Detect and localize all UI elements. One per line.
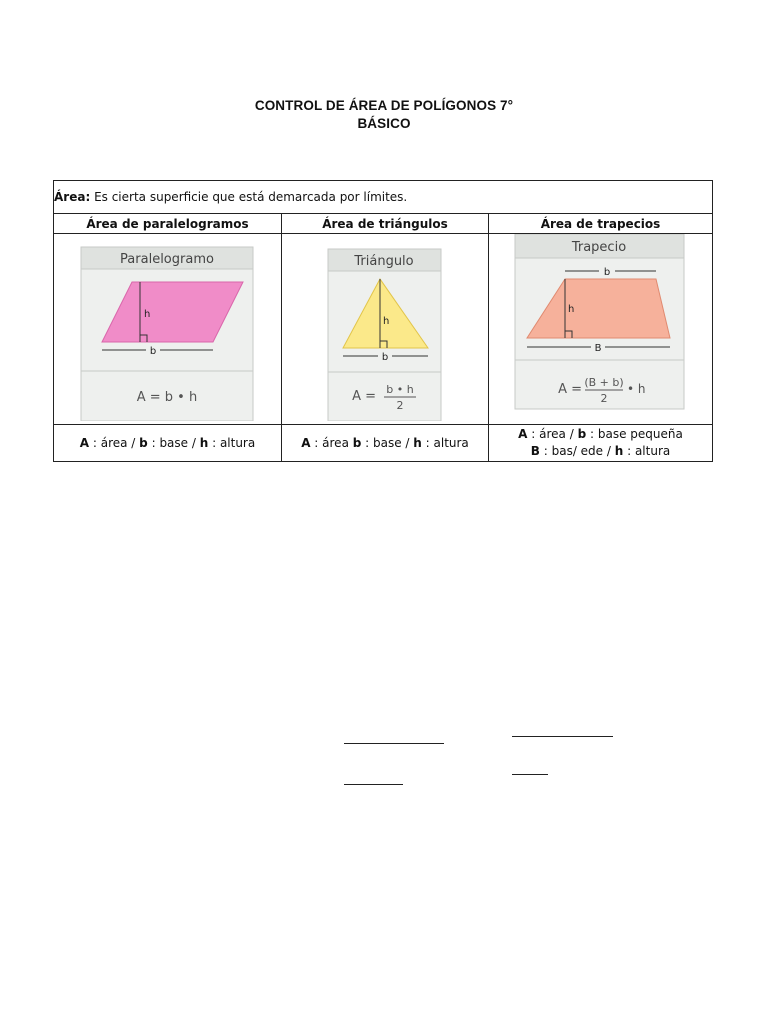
header-row (54, 214, 713, 234)
caption-part: : área (310, 435, 353, 450)
trapezoid-caption (489, 425, 713, 462)
trapezoid-figure-title: Trapecio (571, 240, 627, 255)
definition-cell (54, 181, 713, 214)
parallelogram-caption (54, 425, 282, 462)
answer-line (344, 743, 444, 744)
trapezoid-B-label: B (594, 343, 602, 354)
triangle-formula-left: A = (352, 389, 376, 404)
trapezoid-formula-numerator: (B + b) (584, 376, 624, 389)
trapezoid-cell (489, 234, 713, 425)
triangle-cell (282, 234, 489, 425)
figure-row (54, 234, 713, 425)
trapezoid-h-label: h (568, 304, 575, 315)
parallelogram-cell (54, 234, 282, 425)
definition-term: Área: (54, 190, 91, 204)
caption-part: : altura (421, 435, 469, 450)
trapezoid-formula-denominator: 2 (600, 392, 608, 405)
definition-text: Es cierta superficie que está demarcada por límites. (90, 190, 408, 204)
triangle-formula-denominator: 2 (396, 399, 404, 412)
formulas-table (53, 180, 713, 462)
title-line-1: CONTROL DE ÁREA DE POLÍGONOS 7° (254, 98, 514, 113)
caption-part: b (139, 435, 148, 450)
caption-part: : altura (623, 444, 671, 458)
caption-part: h (614, 444, 624, 458)
answer-line (512, 774, 548, 775)
caption-part: A (518, 427, 528, 441)
trapezoid-caption-line-1 (489, 426, 712, 443)
header-triangle: Área de triángulos (282, 214, 489, 234)
parallelogram-h-label: h (144, 309, 151, 320)
header-trapezoid: Área de trapecios (489, 214, 713, 234)
triangle-h-label: h (383, 316, 390, 327)
caption-part: : área / (527, 427, 578, 441)
trapezoid-b-label: b (603, 267, 611, 278)
answer-line (344, 784, 403, 785)
trapezoid-formula-right: • h (627, 382, 646, 396)
caption-part: : base / (147, 435, 200, 450)
triangle-figure-title: Triángulo (354, 254, 414, 269)
definition-row (54, 181, 713, 214)
caption-part: : base pequeña (586, 427, 683, 441)
trapezoid-figure (489, 234, 713, 421)
answer-line (512, 736, 613, 737)
caption-part: A (301, 435, 311, 450)
trapezoid-caption-line-2 (489, 443, 712, 460)
header-parallelogram: Área de paralelogramos (54, 214, 282, 234)
triangle-b-label: b (381, 352, 389, 363)
caption-part: : bas/ ede / (539, 444, 615, 458)
triangle-figure (282, 234, 489, 421)
parallelogram-b-label: b (149, 346, 157, 357)
triangle-caption (282, 425, 489, 462)
caption-part: b (352, 435, 362, 450)
caption-part: A (79, 435, 90, 450)
parallelogram-figure (54, 234, 282, 421)
caption-part: h (413, 435, 422, 450)
parallelogram-figure-title: Paralelogramo (120, 252, 214, 267)
triangle-formula-numerator: b • h (386, 383, 414, 396)
caption-part: h (199, 435, 209, 450)
caption-part: : altura (208, 435, 256, 450)
parallelogram-formula: A = b • h (136, 390, 198, 405)
caption-row (54, 425, 713, 462)
title-line-2: BÁSICO (357, 116, 411, 131)
trapezoid-formula-left: A = (558, 382, 582, 397)
page-title (0, 97, 768, 133)
caption-part: b (577, 427, 587, 441)
caption-part: B (530, 444, 540, 458)
caption-part: : base / (361, 435, 414, 450)
caption-part: : área / (89, 435, 140, 450)
